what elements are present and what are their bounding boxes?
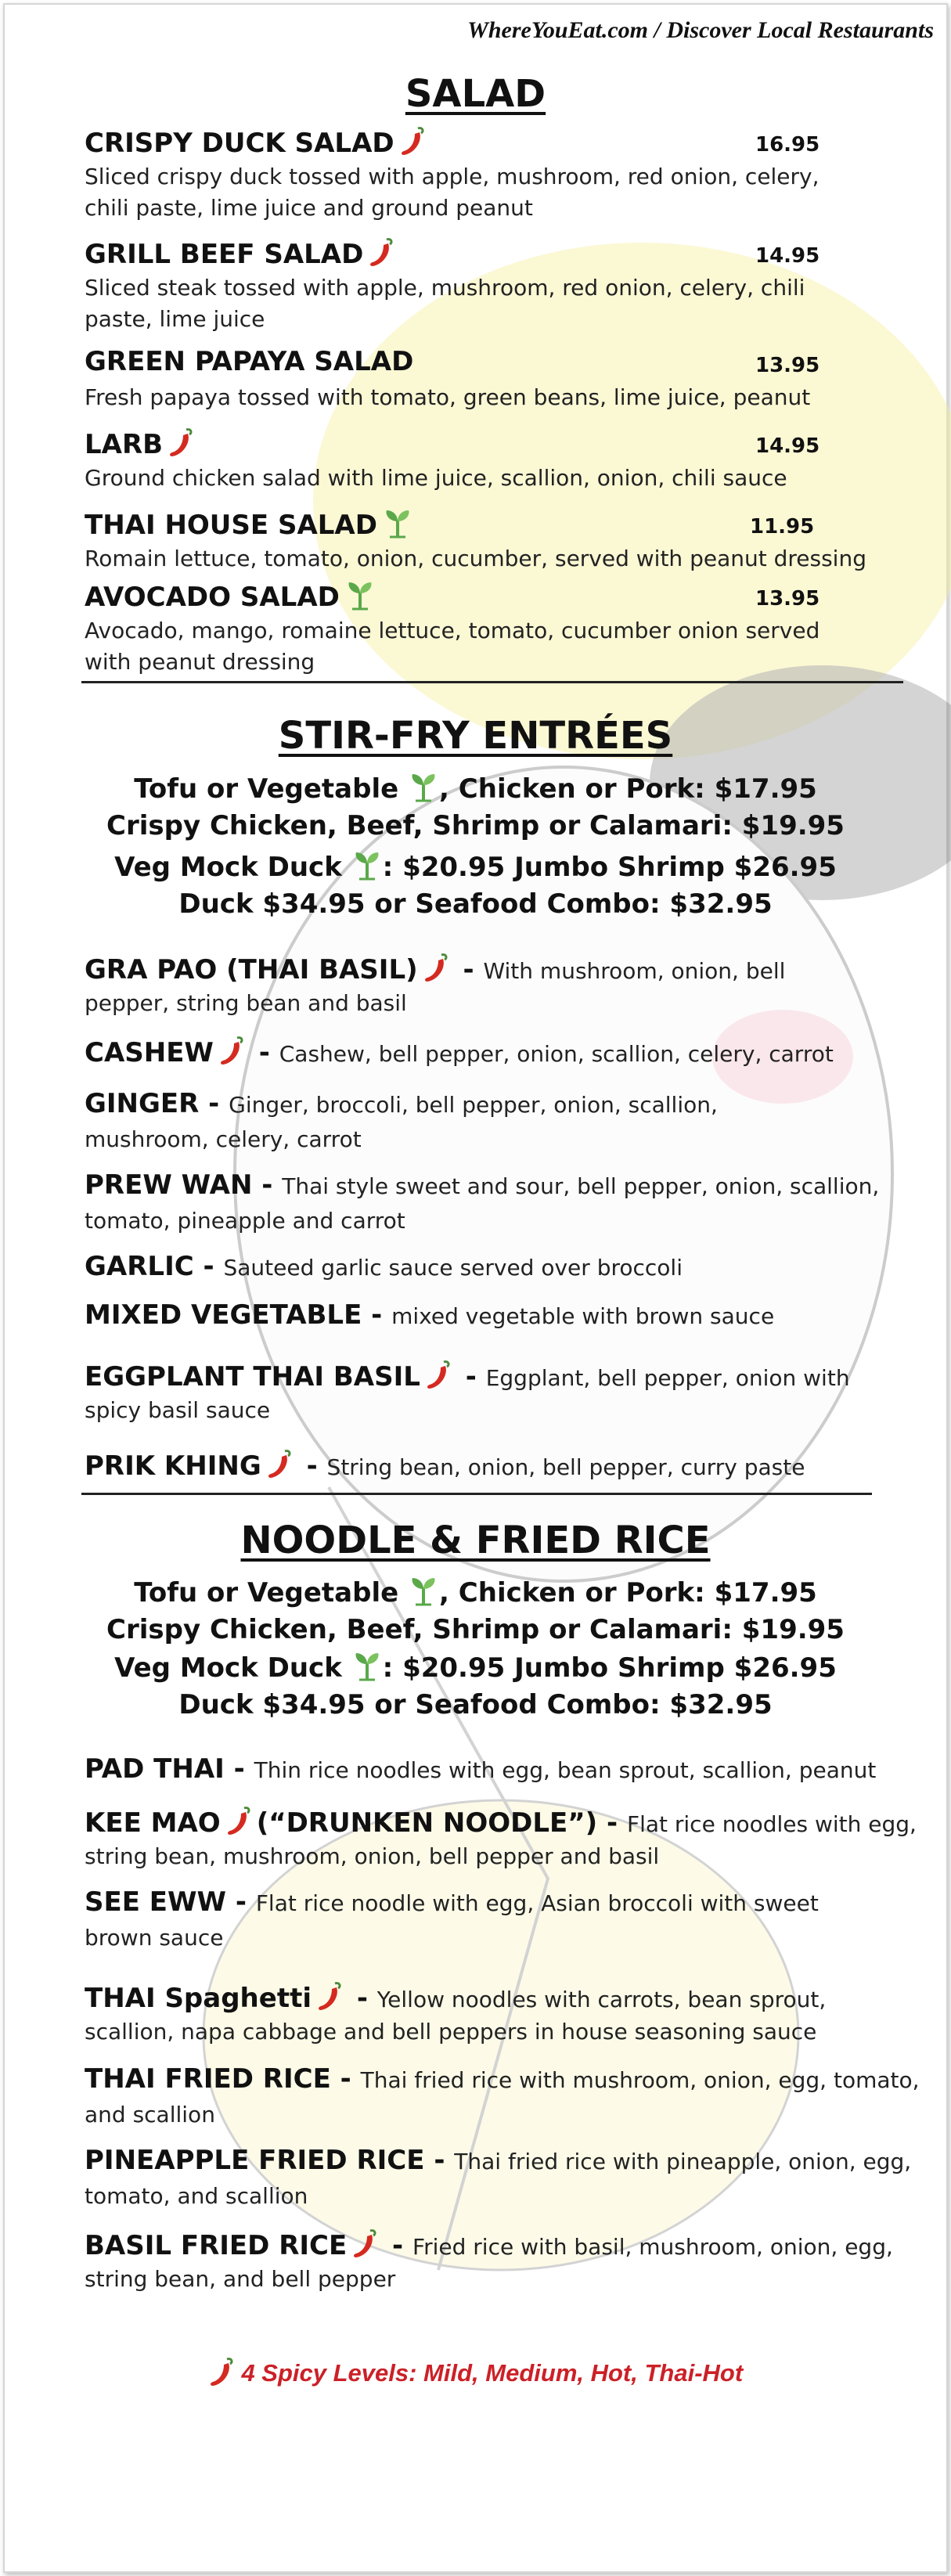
dish-description: Sauteed garlic sauce served over broccoli bbox=[223, 1255, 683, 1281]
dish-name: EGGPLANT THAI BASIL bbox=[85, 1361, 420, 1392]
dash: - bbox=[330, 2063, 351, 2095]
dish-name: AVOCADO SALAD bbox=[85, 582, 340, 613]
spicy-levels-note: 4 Spicy Levels: Mild, Medium, Hot, Thai-Hot bbox=[0, 2356, 951, 2394]
stirfry-title: STIR-FRY ENTRÉES bbox=[278, 714, 673, 758]
dish-name: GREEN PAPAYA SALAD bbox=[85, 346, 414, 377]
stirfry-price-line-1: Tofu or Vegetable , Chicken or Pork: $17.95 bbox=[0, 771, 951, 809]
dish-description: Ginger, broccoli, bell pepper, onion, scallion, bbox=[229, 1092, 718, 1118]
noodle-item bbox=[85, 1886, 819, 1918]
dish-price: 11.95 bbox=[750, 515, 815, 539]
dash: - bbox=[453, 954, 474, 985]
chili-pepper-icon bbox=[425, 1359, 452, 1397]
dish-description: Thai fried rice with pineapple, onion, egg, bbox=[454, 2149, 912, 2174]
dash: - bbox=[362, 1299, 383, 1331]
dish-description: string bean, and bell pepper bbox=[85, 2266, 396, 2292]
chili-pepper-icon bbox=[351, 2228, 378, 2266]
chili-pepper-icon bbox=[168, 427, 194, 465]
sprout-icon bbox=[408, 771, 439, 809]
dish-description: Thin rice noodles with egg, bean sprout, scallion, peanut bbox=[254, 1757, 877, 1783]
dish-name: SEE EWW bbox=[85, 1886, 227, 1918]
dash: - bbox=[383, 2230, 404, 2261]
dash: - bbox=[193, 1251, 214, 1282]
dish-description: Cashew, bell pepper, onion, scallion, celery, carrot bbox=[279, 1041, 834, 1067]
noodle-price-line-3: Veg Mock Duck : $20.95 Jumbo Shrimp $26.95 bbox=[0, 1650, 951, 1688]
noodle-item bbox=[85, 1805, 917, 1843]
sprout-icon bbox=[351, 849, 383, 888]
dish-name: PAD THAI bbox=[85, 1753, 225, 1785]
dash: - bbox=[249, 1037, 270, 1068]
stirfry-item bbox=[85, 1251, 683, 1282]
dish-name-alt: (“DRUNKEN NOODLE”) bbox=[256, 1807, 598, 1839]
salad-item-name bbox=[85, 236, 399, 275]
dish-name: CASHEW bbox=[85, 1037, 214, 1068]
dish-description: Eggplant, bell pepper, onion with bbox=[485, 1365, 850, 1391]
dash: - bbox=[199, 1088, 220, 1119]
dish-description: Thai fried rice with mushroom, onion, egg, tomato, bbox=[360, 2067, 920, 2093]
dish-name: LARB bbox=[85, 429, 164, 460]
stirfry-item bbox=[85, 952, 785, 990]
stirfry-item bbox=[85, 1359, 850, 1397]
dash: - bbox=[424, 2145, 445, 2176]
noodle-title: NOODLE & FRIED RICE bbox=[240, 1519, 711, 1562]
dish-description: String bean, onion, bell pepper, curry paste bbox=[326, 1454, 805, 1480]
salad-item-name bbox=[85, 507, 418, 546]
dish-name: PINEAPPLE FRIED RICE bbox=[85, 2145, 425, 2176]
section-divider bbox=[81, 1493, 872, 1495]
dish-name: GINGER bbox=[85, 1088, 200, 1119]
dish-name: GRILL BEEF SALAD bbox=[85, 239, 364, 270]
stirfry-price-line-2: Crispy Chicken, Beef, Shrimp or Calamari: $19.95 bbox=[106, 810, 845, 841]
dash: - bbox=[224, 1753, 245, 1785]
chili-pepper-icon bbox=[399, 125, 426, 164]
dish-description: pepper, string bean and basil bbox=[85, 990, 407, 1016]
dish-description: Sliced steak tossed with apple, mushroom, red onion, celery, chili bbox=[85, 275, 805, 301]
noodle-price-line-4: Duck $34.95 or Seafood Combo: $32.95 bbox=[178, 1689, 773, 1720]
dish-price: 13.95 bbox=[755, 354, 820, 377]
chili-pepper-icon bbox=[423, 952, 449, 990]
noodle-price-line-1: Tofu or Vegetable , Chicken or Pork: $17.95 bbox=[0, 1575, 951, 1613]
dish-name: GRA PAO (THAI BASIL) bbox=[85, 954, 418, 985]
dish-description: Yellow noodles with carrots, bean sprout, bbox=[376, 1987, 827, 2012]
dash: - bbox=[297, 1450, 318, 1482]
stirfry-price-line-3: Veg Mock Duck : $20.95 Jumbo Shrimp $26.95 bbox=[0, 849, 951, 888]
dish-name: PREW WAN bbox=[85, 1169, 253, 1201]
dish-description: Flat rice noodles with egg, bbox=[626, 1811, 917, 1837]
chili-pepper-icon bbox=[218, 1035, 245, 1073]
stirfry-price-line-4: Duck $34.95 or Seafood Combo: $32.95 bbox=[178, 888, 773, 920]
dish-description: string bean, mushroom, onion, bell pepper and basil bbox=[85, 1843, 660, 1869]
dash: - bbox=[252, 1169, 273, 1201]
salad-item-name bbox=[85, 125, 430, 164]
dish-description: chili paste, lime juice and ground peanut bbox=[85, 195, 533, 221]
dish-description: Avocado, mango, romaine lettuce, tomato, cucumber onion served bbox=[85, 618, 820, 643]
dish-price: 14.95 bbox=[755, 244, 820, 268]
dish-name: PRIK KHING bbox=[85, 1450, 261, 1482]
noodle-item bbox=[85, 2228, 893, 2266]
chili-pepper-icon bbox=[266, 1448, 293, 1486]
dish-price: 14.95 bbox=[755, 434, 820, 458]
sprout-icon bbox=[344, 579, 376, 618]
salad-item-name bbox=[85, 579, 380, 618]
noodle-price-line-2: Crispy Chicken, Beef, Shrimp or Calamari: $19.95 bbox=[106, 1614, 845, 1645]
dish-name: THAI HOUSE SALAD bbox=[85, 510, 377, 541]
dish-description: mushroom, celery, carrot bbox=[85, 1126, 362, 1152]
dish-description: paste, lime juice bbox=[85, 306, 265, 332]
salad-title: SALAD bbox=[405, 72, 546, 116]
dish-description: Thai style sweet and sour, bell pepper, onion, scallion, bbox=[282, 1173, 880, 1199]
stirfry-item bbox=[85, 1299, 774, 1331]
dish-price: 16.95 bbox=[755, 133, 820, 157]
dish-price: 13.95 bbox=[755, 587, 820, 611]
chili-pepper-icon bbox=[316, 1980, 343, 2019]
salad-item-name bbox=[85, 427, 199, 465]
dash: - bbox=[456, 1361, 477, 1392]
dish-name: BASIL FRIED RICE bbox=[85, 2230, 348, 2261]
dish-name: THAI Spaghetti bbox=[85, 1983, 312, 2014]
dash: - bbox=[597, 1807, 618, 1839]
dish-description: mixed vegetable with brown sauce bbox=[391, 1303, 775, 1329]
site-header: WhereYouEat.com / Discover Local Restaurants bbox=[467, 17, 934, 43]
dish-description: and scallion bbox=[85, 2102, 215, 2127]
dish-description: with peanut dressing bbox=[85, 649, 315, 675]
stirfry-item bbox=[85, 1035, 834, 1073]
dish-description: Flat rice noodle with egg, Asian broccoli with sweet bbox=[255, 1890, 819, 1916]
dish-description: tomato, pineapple and carrot bbox=[85, 1208, 405, 1234]
dash: - bbox=[226, 1886, 247, 1918]
dish-name: GARLIC bbox=[85, 1251, 194, 1282]
dish-name: CRISPY DUCK SALAD bbox=[85, 128, 394, 159]
dish-description: Romain lettuce, tomato, onion, cucumber, served with peanut dressing bbox=[85, 546, 866, 571]
stirfry-item bbox=[85, 1169, 879, 1201]
noodle-item bbox=[85, 2145, 911, 2176]
stirfry-item bbox=[85, 1448, 805, 1486]
sprout-icon bbox=[351, 1650, 383, 1688]
chili-pepper-icon bbox=[225, 1805, 252, 1843]
dish-description: spicy basil sauce bbox=[85, 1397, 271, 1423]
noodle-item bbox=[85, 2063, 920, 2095]
dish-description: Sliced crispy duck tossed with apple, mushroom, red onion, celery, bbox=[85, 164, 820, 189]
dish-description: With mushroom, onion, bell bbox=[483, 958, 786, 984]
dash: - bbox=[347, 1983, 368, 2014]
dish-description: Fried rice with basil, mushroom, onion, egg, bbox=[412, 2234, 893, 2260]
noodle-item bbox=[85, 1753, 876, 1785]
chili-pepper-icon bbox=[208, 2356, 235, 2394]
dish-description: scallion, napa cabbage and bell peppers in house seasoning sauce bbox=[85, 2019, 817, 2045]
salad-item-name bbox=[85, 346, 413, 377]
dish-description: brown sauce bbox=[85, 1925, 224, 1951]
sprout-icon bbox=[408, 1575, 439, 1613]
noodle-item bbox=[85, 1980, 826, 2019]
stirfry-item bbox=[85, 1088, 718, 1119]
dish-description: Fresh papaya tossed with tomato, green beans, lime juice, peanut bbox=[85, 384, 811, 410]
chili-pepper-icon bbox=[368, 236, 394, 275]
dish-description: tomato, and scallion bbox=[85, 2183, 308, 2209]
dish-name: MIXED VEGETABLE bbox=[85, 1299, 362, 1331]
sprout-icon bbox=[382, 507, 413, 546]
section-divider bbox=[81, 681, 903, 683]
dish-name: KEE MAO bbox=[85, 1807, 221, 1839]
dish-name: THAI FRIED RICE bbox=[85, 2063, 331, 2095]
dish-description: Ground chicken salad with lime juice, scallion, onion, chili sauce bbox=[85, 465, 787, 491]
